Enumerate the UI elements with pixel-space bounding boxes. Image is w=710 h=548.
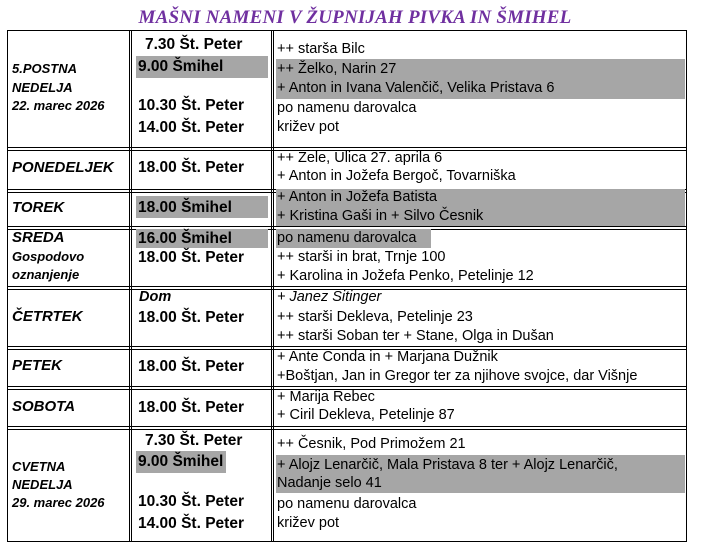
mass-time: 18.00 Št. Peter (138, 249, 244, 266)
day-label: oznanjenje (12, 267, 80, 282)
intention: križev pot (277, 119, 340, 135)
row-separator (7, 426, 687, 430)
day-date: 22. marec 2026 (12, 98, 105, 113)
day-label: TOREK (12, 199, 65, 216)
intention: po namenu darovalca (277, 496, 417, 512)
day-label: PETEK (12, 357, 63, 374)
intention: ++ starši in brat, Trnje 100 (277, 249, 446, 265)
mass-time: 7.30 Št. Peter (145, 432, 243, 449)
day-label: SOBOTA (12, 398, 76, 415)
day-date: 29. marec 2026 (12, 495, 105, 510)
intention: +Boštjan, Jan in Gregor ter za njihove svojce, dar Višnje (277, 368, 638, 384)
day-label: CVETNA (12, 459, 66, 474)
intention: + Alojz Lenarčič, Mala Pristava 8 ter + Alojz Lenarčič, (277, 457, 618, 473)
intention: ++ Česnik, Pod Primožem 21 (277, 436, 466, 452)
intention: Nadanje selo 41 (277, 475, 382, 491)
mass-time: 7.30 Št. Peter (145, 36, 243, 53)
day-label: ČETRTEK (12, 308, 83, 325)
intention: + Anton in Ivana Valenčič, Velika Pristava 6 (277, 80, 555, 96)
mass-time: 10.30 Št. Peter (138, 97, 244, 114)
mass-time: 10.30 Št. Peter (138, 493, 244, 510)
day-label: PONEDELJEK (12, 159, 114, 176)
day-label: NEDELJA (12, 477, 73, 492)
intention: ++ starši Soban ter + Stane, Olga in Dušan (277, 328, 554, 344)
intention: po namenu darovalca (277, 100, 417, 116)
day-label: NEDELJA (12, 80, 73, 95)
page-title: MAŠNI NAMENI V ŽUPNIJAH PIVKA IN ŠMIHEL (138, 7, 572, 28)
intention: + Marija Rebec (277, 389, 375, 405)
intention: po namenu darovalca (277, 230, 417, 246)
intention: + Janez Sitinger (277, 289, 382, 305)
mass-time: 9.00 Šmihel (138, 58, 224, 75)
intention: + Karolina in Jožefa Penko, Petelinje 12 (277, 268, 534, 284)
intention: + Anton in Jožefa Bergoč, Tovarniška (277, 168, 516, 184)
intention: križev pot (277, 515, 340, 531)
day-label: Gospodovo (12, 249, 85, 264)
mass-time: 16.00 Šmihel (138, 230, 232, 247)
intention: ++ Želko, Narin 27 (277, 61, 397, 77)
column-divider (131, 30, 132, 542)
day-label: 5.POSTNA (12, 61, 78, 76)
column-divider (273, 30, 274, 542)
intention: + Kristina Gaši in + Silvo Česnik (277, 208, 484, 224)
mass-time: 9.00 Šmihel (138, 453, 224, 470)
mass-time: 14.00 Št. Peter (138, 515, 244, 532)
day-label: SREDA (12, 229, 65, 246)
mass-time: 18.00 Št. Peter (138, 399, 244, 416)
mass-time: 18.00 Št. Peter (138, 159, 244, 176)
mass-time: 18.00 Št. Peter (138, 358, 244, 375)
intention: + Ante Conda in + Marjana Dužnik (277, 349, 498, 365)
intention: + Anton in Jožefa Batista (277, 189, 438, 205)
mass-time: 14.00 Št. Peter (138, 119, 244, 136)
column-divider (271, 30, 272, 542)
column-divider (129, 30, 130, 542)
intention: ++ Zele, Ulica 27. aprila 6 (277, 150, 443, 166)
mass-time: Dom (139, 289, 172, 305)
mass-time: 18.00 Št. Peter (138, 309, 244, 326)
intention: ++ starša Bilc (277, 41, 365, 57)
intention: ++ starši Dekleva, Petelinje 23 (277, 309, 473, 325)
mass-time: 18.00 Šmihel (138, 199, 232, 216)
intention: + Ciril Dekleva, Petelinje 87 (277, 407, 455, 423)
